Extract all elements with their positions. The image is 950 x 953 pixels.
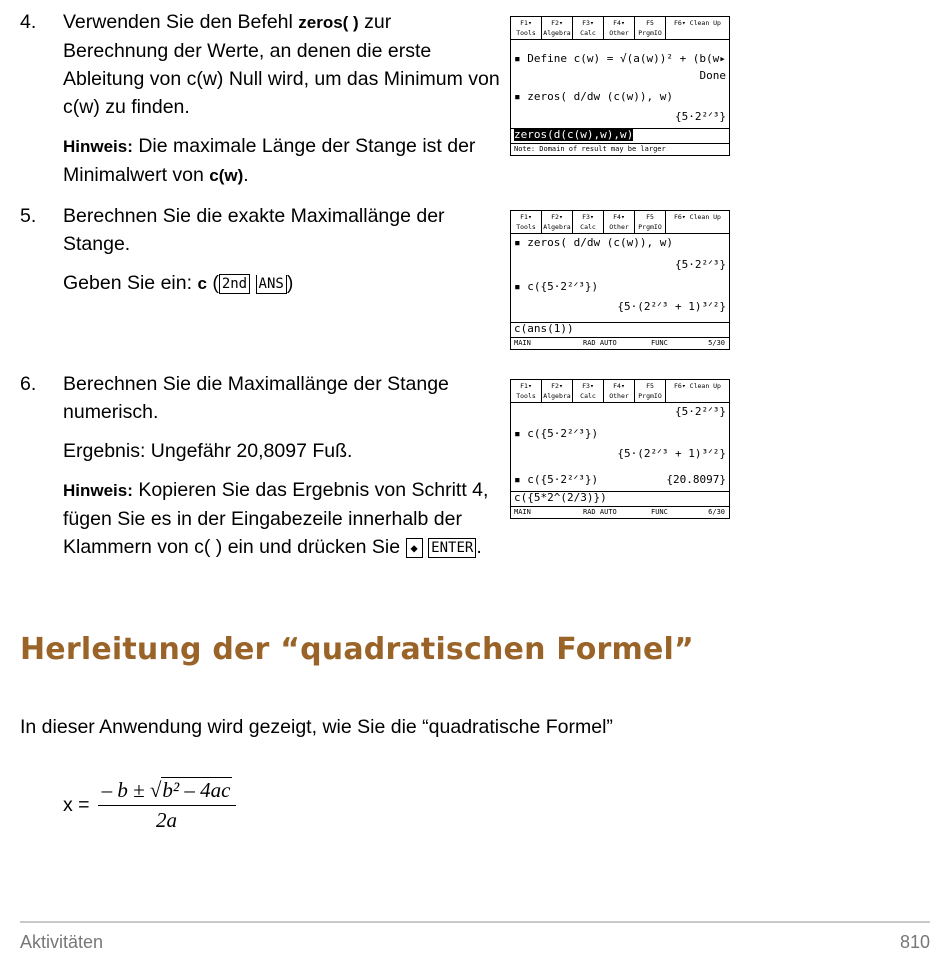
f2-algebra: F2▾ Algebra bbox=[542, 17, 573, 39]
step-4 bbox=[20, 8, 500, 201]
f5-prgmio: F5 PrgmIO bbox=[635, 211, 666, 233]
history-line: {20.8097} bbox=[666, 473, 726, 486]
history-line: {5·(2²ᐟ³ + 1)³ᐟ²} bbox=[617, 447, 726, 460]
formula-numerator: – b ± √b² – 4ac bbox=[98, 778, 236, 806]
step-6 bbox=[20, 370, 500, 572]
calc-status-line bbox=[511, 506, 729, 518]
calc-entry-line: c({5*2^(2/3)}) bbox=[511, 491, 729, 504]
f4-other: F4▾ Other bbox=[604, 17, 635, 39]
f5-prgmio: F5 PrgmIO bbox=[635, 380, 666, 402]
status-count: 5/30 bbox=[708, 339, 725, 347]
page-number: 810 bbox=[899, 932, 930, 952]
f2-algebra: F2▾ Algebra bbox=[542, 211, 573, 233]
f6-cleanup: F6▾ Clean Up bbox=[674, 213, 721, 221]
formula-fraction bbox=[98, 778, 236, 833]
diamond-key-icon: ◆ bbox=[406, 538, 423, 558]
history-line: ▪ c({5·2²ᐟ³}) bbox=[514, 427, 599, 440]
f1-tools: F1▾ Tools bbox=[511, 380, 542, 402]
status-main: MAIN bbox=[514, 339, 531, 347]
f3-calc: F3▾ Calc bbox=[573, 211, 604, 233]
f5-prgmio: F5 PrgmIO bbox=[635, 17, 666, 39]
status-func: FUNC bbox=[651, 339, 668, 347]
step-text: Verwenden Sie den Befehl zeros( ) zur Berechnung der Werte, an denen die erste Ableitung von c(w) Null wird, um das Minimum von c(w) zu finden. bbox=[63, 11, 500, 118]
history-line: ▪ Define c(w) = √(a(w))² + (b(w▸ bbox=[514, 52, 726, 65]
f4-other: F4▾ Other bbox=[604, 380, 635, 402]
history-line: {5·2²ᐟ³} bbox=[674, 405, 726, 418]
history-line: {5·2²ᐟ³} bbox=[674, 110, 726, 123]
calculator-screen-3 bbox=[510, 379, 730, 519]
key-2nd: 2nd bbox=[219, 274, 250, 294]
key-ans: ANS bbox=[256, 275, 287, 294]
history-line: ▪ c({5·2²ᐟ³}) bbox=[514, 280, 599, 293]
step-text: Berechnen Sie die exakte Maximallänge der Stange. bbox=[63, 205, 445, 255]
formula-denominator: 2a bbox=[156, 808, 178, 832]
status-main: MAIN bbox=[514, 508, 531, 516]
calc-history bbox=[511, 234, 729, 320]
history-line: Done bbox=[699, 69, 726, 82]
step-number: 4. bbox=[20, 11, 37, 33]
calculator-screen-2 bbox=[510, 210, 730, 350]
step-text: Berechnen Sie die Maximallänge der Stange numerisch. bbox=[63, 373, 449, 423]
status-count: 6/30 bbox=[708, 508, 725, 516]
history-line: ▪ zeros( d/dw (c(w)), w) bbox=[514, 236, 673, 249]
calc-toolbar bbox=[511, 17, 729, 40]
footer-divider bbox=[20, 921, 930, 923]
history-line: {5·2²ᐟ³} bbox=[674, 258, 726, 271]
section-heading: Herleitung der “quadratischen Formel” bbox=[20, 632, 694, 667]
step-number: 6. bbox=[20, 373, 37, 395]
status-mode: RAD AUTO bbox=[583, 339, 617, 347]
f4-other: F4▾ Other bbox=[604, 211, 635, 233]
f2-algebra: F2▾ Algebra bbox=[542, 380, 573, 402]
f6-cleanup: F6▾ Clean Up bbox=[674, 382, 721, 390]
calc-status-line bbox=[511, 337, 729, 349]
calc-entry-line: c(ans(1)) bbox=[511, 322, 729, 335]
status-func: FUNC bbox=[651, 508, 668, 516]
f1-tools: F1▾ Tools bbox=[511, 17, 542, 39]
calc-entry-line: zeros(d(c(w),w),w) bbox=[511, 128, 729, 141]
f3-calc: F3▾ Calc bbox=[573, 380, 604, 402]
section-intro: In dieser Anwendung wird gezeigt, wie Sie die “quadratische Formel” bbox=[20, 716, 613, 738]
calc-toolbar bbox=[511, 211, 729, 234]
calc-history bbox=[511, 403, 729, 489]
status-mode: RAD AUTO bbox=[583, 508, 617, 516]
calculator-screen-1 bbox=[510, 16, 730, 156]
formula-lhs: x = bbox=[63, 794, 90, 816]
calc-history bbox=[511, 40, 729, 126]
calc-toolbar bbox=[511, 380, 729, 403]
step-result: Ergebnis: Ungefähr 20,8097 Fuß. bbox=[63, 440, 353, 462]
history-line: ▪ c({5·2²ᐟ³}) bbox=[514, 473, 599, 486]
note: Hinweis: Kopieren Sie das Ergebnis von Schritt 4, fügen Sie es in der Eingabezeile innerhalb der Klammern von c( ) ein und drücken Sie ◆ ENTER . bbox=[63, 479, 489, 558]
step-input: Geben Sie ein: c ( 2nd ANS ) bbox=[63, 272, 294, 294]
note: Hinweis: Die maximale Länge der Stange ist der Minimalwert von c(w). bbox=[63, 135, 476, 186]
f6-cleanup: F6▾ Clean Up bbox=[674, 19, 721, 27]
f1-tools: F1▾ Tools bbox=[511, 211, 542, 233]
calc-status-line: Note: Domain of result may be larger bbox=[511, 143, 729, 155]
step-number: 5. bbox=[20, 205, 37, 227]
footer-section: Aktivitäten bbox=[20, 932, 104, 952]
f3-calc: F3▾ Calc bbox=[573, 17, 604, 39]
step-5 bbox=[20, 202, 500, 309]
history-line: {5·(2²ᐟ³ + 1)³ᐟ²} bbox=[617, 300, 726, 313]
history-line: ▪ zeros( d/dw (c(w)), w) bbox=[514, 90, 673, 103]
quadratic-formula bbox=[63, 778, 236, 833]
key-enter: ENTER bbox=[428, 538, 476, 558]
